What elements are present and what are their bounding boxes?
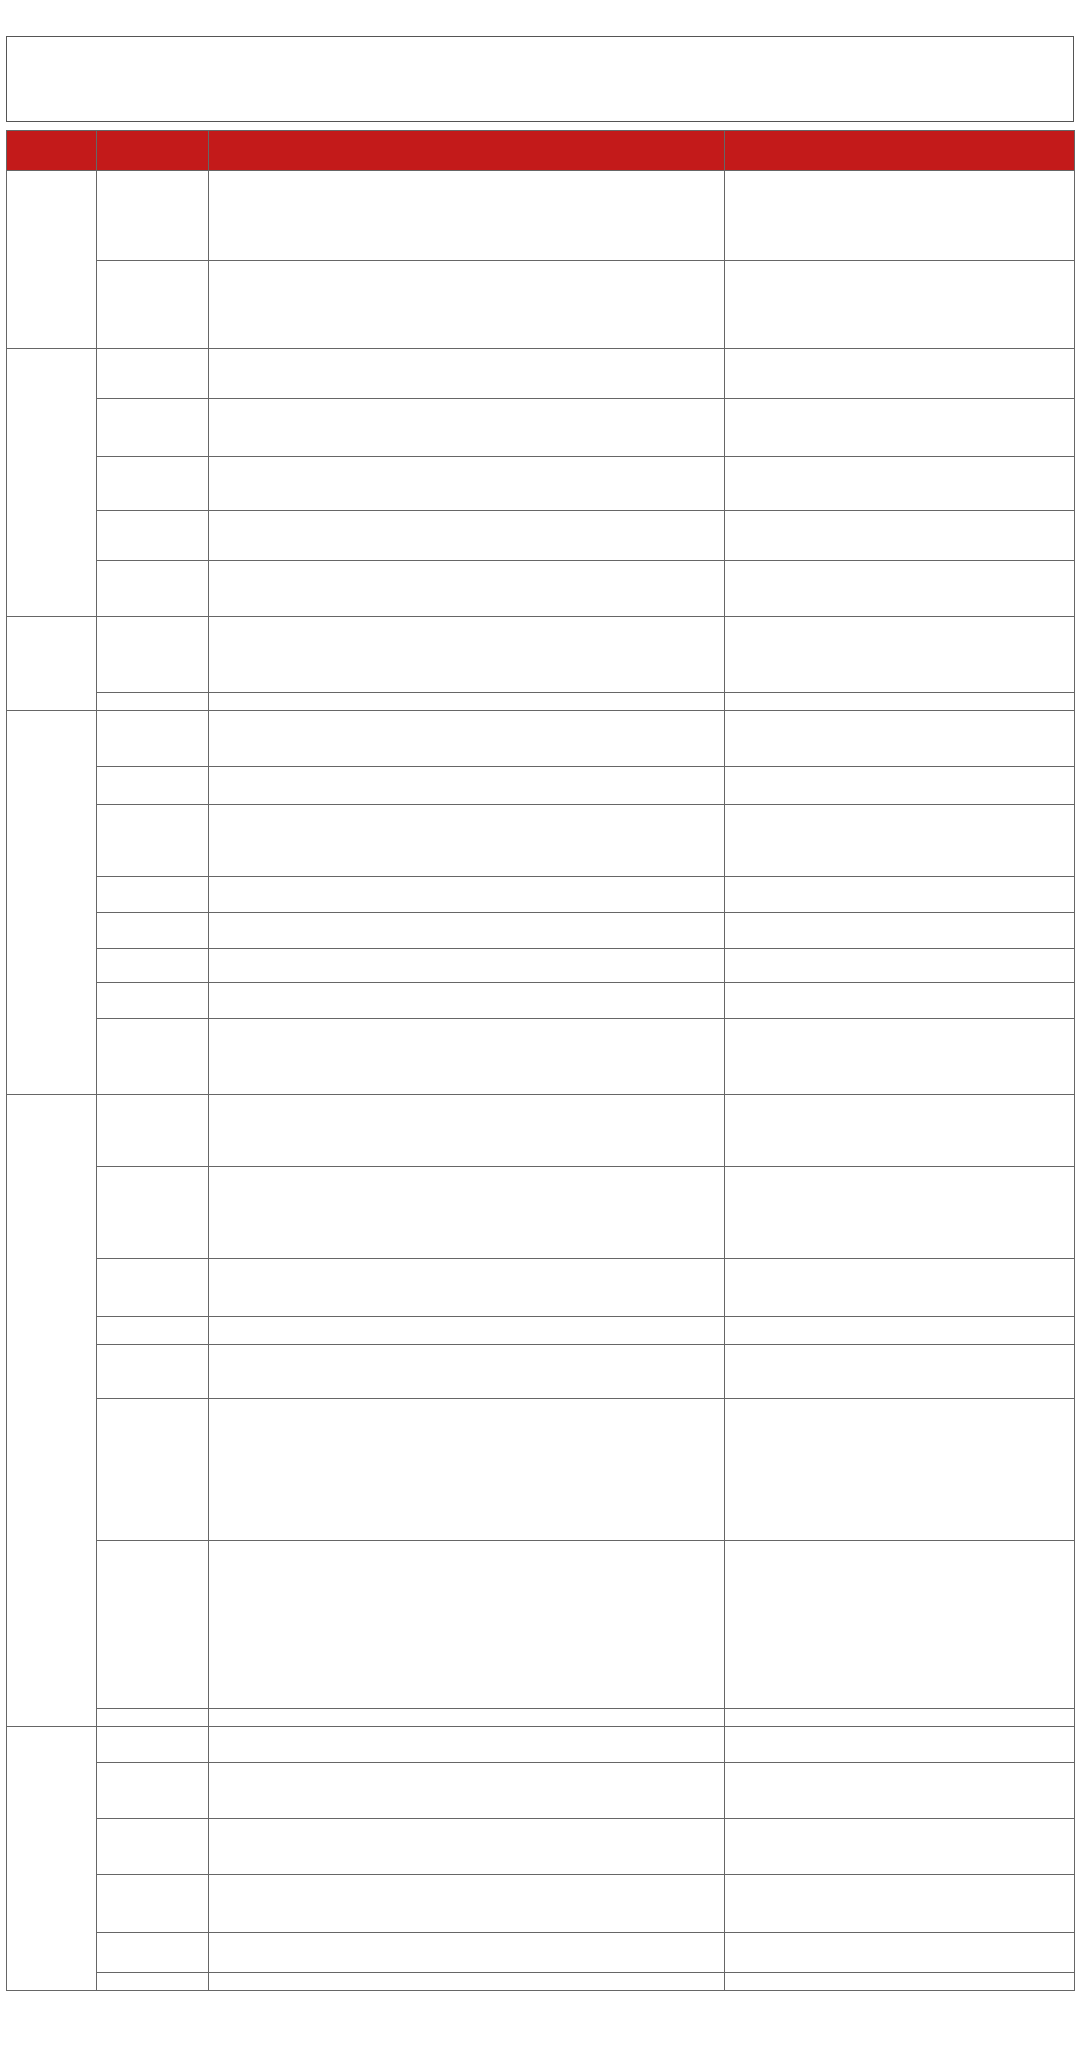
strategy-cell — [725, 457, 1075, 511]
header-variety — [97, 131, 209, 171]
strategy-cell — [725, 711, 1075, 767]
strategy-cell — [725, 399, 1075, 457]
table-row — [7, 1727, 1075, 1763]
table-row — [7, 877, 1075, 913]
table-row — [7, 1345, 1075, 1399]
header-strategy — [725, 131, 1075, 171]
table-row — [7, 1399, 1075, 1541]
strategy-cell — [725, 1973, 1075, 1991]
view-cell — [209, 767, 725, 805]
variety-cell — [97, 617, 209, 693]
sector-cell — [7, 349, 97, 617]
view-cell — [209, 913, 725, 949]
variety-cell — [97, 1875, 209, 1933]
table-row — [7, 1763, 1075, 1819]
sector-cell — [7, 1095, 97, 1727]
table-row — [7, 983, 1075, 1019]
table-row — [7, 693, 1075, 711]
view-cell — [209, 399, 725, 457]
table-row — [7, 171, 1075, 261]
table-row — [7, 805, 1075, 877]
variety-cell — [97, 457, 209, 511]
intro-paragraph — [6, 36, 1074, 122]
strategy-cell — [725, 693, 1075, 711]
strategy-cell — [725, 983, 1075, 1019]
variety-cell — [97, 1763, 209, 1819]
view-cell — [209, 349, 725, 399]
view-cell — [209, 1317, 725, 1345]
header-sector — [7, 131, 97, 171]
strategy-cell — [725, 617, 1075, 693]
strategy-cell — [725, 949, 1075, 983]
variety-cell — [97, 1541, 209, 1709]
variety-cell — [97, 1709, 209, 1727]
variety-cell — [97, 1819, 209, 1875]
variety-cell — [97, 805, 209, 877]
view-cell — [209, 1541, 725, 1709]
variety-cell — [97, 1399, 209, 1541]
view-cell — [209, 1095, 725, 1167]
view-cell — [209, 511, 725, 561]
view-cell — [209, 1399, 725, 1541]
strategy-cell — [725, 1819, 1075, 1875]
table-row — [7, 1541, 1075, 1709]
view-cell — [209, 1709, 725, 1727]
strategy-cell — [725, 805, 1075, 877]
strategy-cell — [725, 511, 1075, 561]
view-cell — [209, 1167, 725, 1259]
table-row — [7, 1819, 1075, 1875]
variety-cell — [97, 1345, 209, 1399]
table-row — [7, 1019, 1075, 1095]
view-cell — [209, 457, 725, 511]
strategy-cell — [725, 1727, 1075, 1763]
view-cell — [209, 983, 725, 1019]
table-row — [7, 1167, 1075, 1259]
header-view — [209, 131, 725, 171]
strategy-cell — [725, 561, 1075, 617]
variety-cell — [97, 171, 209, 261]
table-row — [7, 767, 1075, 805]
strategy-cell — [725, 171, 1075, 261]
strategy-cell — [725, 767, 1075, 805]
table-row — [7, 261, 1075, 349]
view-cell — [209, 1259, 725, 1317]
variety-cell — [97, 1727, 209, 1763]
variety-cell — [97, 877, 209, 913]
variety-cell — [97, 1933, 209, 1973]
view-cell — [209, 171, 725, 261]
variety-cell — [97, 983, 209, 1019]
view-cell — [209, 805, 725, 877]
variety-cell — [97, 1973, 209, 1991]
view-cell — [209, 693, 725, 711]
variety-cell — [97, 711, 209, 767]
variety-cell — [97, 511, 209, 561]
view-cell — [209, 1875, 725, 1933]
table-row — [7, 511, 1075, 561]
table-row — [7, 711, 1075, 767]
strategy-cell — [725, 1399, 1075, 1541]
strategy-cell — [725, 913, 1075, 949]
variety-cell — [97, 399, 209, 457]
view-cell — [209, 1727, 725, 1763]
table-row — [7, 1259, 1075, 1317]
strategy-cell — [725, 1259, 1075, 1317]
variety-cell — [97, 1167, 209, 1259]
strategy-cell — [725, 1933, 1075, 1973]
strategy-cell — [725, 261, 1075, 349]
strategy-cell — [725, 1875, 1075, 1933]
strategy-cell — [725, 1019, 1075, 1095]
variety-cell — [97, 949, 209, 983]
strategy-cell — [725, 1167, 1075, 1259]
view-cell — [209, 1819, 725, 1875]
view-cell — [209, 1019, 725, 1095]
reference-table — [6, 130, 1075, 1991]
view-cell — [209, 949, 725, 983]
variety-cell — [97, 349, 209, 399]
variety-cell — [97, 261, 209, 349]
view-cell — [209, 261, 725, 349]
view-cell — [209, 561, 725, 617]
variety-cell — [97, 693, 209, 711]
table-row — [7, 1933, 1075, 1973]
table-row — [7, 457, 1075, 511]
variety-cell — [97, 1259, 209, 1317]
table-row — [7, 349, 1075, 399]
variety-cell — [97, 767, 209, 805]
strategy-cell — [725, 1763, 1075, 1819]
view-cell — [209, 617, 725, 693]
view-cell — [209, 1973, 725, 1991]
sector-cell — [7, 1727, 97, 1991]
strategy-cell — [725, 877, 1075, 913]
view-cell — [209, 1933, 725, 1973]
sector-cell — [7, 171, 97, 349]
variety-cell — [97, 1317, 209, 1345]
table-row — [7, 1095, 1075, 1167]
page-title — [6, 4, 1074, 32]
strategy-cell — [725, 1709, 1075, 1727]
table-row — [7, 617, 1075, 693]
view-cell — [209, 711, 725, 767]
sector-cell — [7, 617, 97, 711]
strategy-cell — [725, 1317, 1075, 1345]
table-row — [7, 1709, 1075, 1727]
table-row — [7, 1317, 1075, 1345]
strategy-cell — [725, 349, 1075, 399]
table-header-row — [7, 131, 1075, 171]
table-row — [7, 399, 1075, 457]
table-row — [7, 1973, 1075, 1991]
table-row — [7, 561, 1075, 617]
variety-cell — [97, 913, 209, 949]
view-cell — [209, 877, 725, 913]
disclaimer-note — [6, 1991, 1074, 2015]
variety-cell — [97, 1019, 209, 1095]
variety-cell — [97, 1095, 209, 1167]
table-row — [7, 1875, 1075, 1933]
variety-cell — [97, 561, 209, 617]
view-cell — [209, 1345, 725, 1399]
table-row — [7, 949, 1075, 983]
strategy-cell — [725, 1095, 1075, 1167]
editor-credits — [6, 2015, 1074, 2035]
table-row — [7, 913, 1075, 949]
strategy-cell — [725, 1541, 1075, 1709]
sector-cell — [7, 711, 97, 1095]
strategy-cell — [725, 1345, 1075, 1399]
view-cell — [209, 1763, 725, 1819]
